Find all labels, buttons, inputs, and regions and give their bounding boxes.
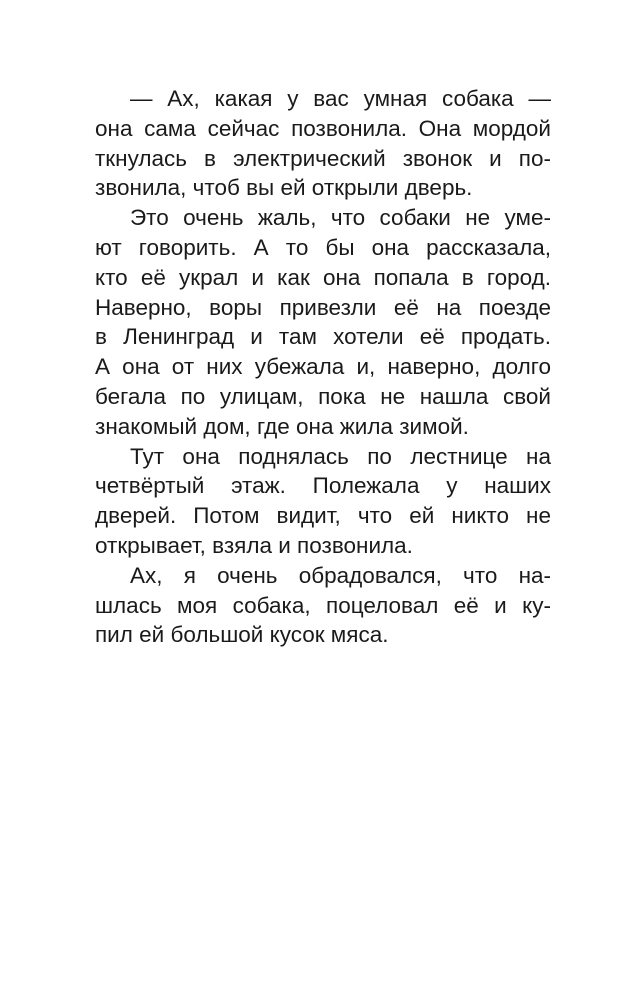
text-line: кто её украл и как она попала в город. xyxy=(95,264,551,290)
text-line: Тут она поднялась по лестнице на xyxy=(130,443,551,469)
text-line: А она от них убежала и, наверно, долго xyxy=(95,354,551,380)
paragraph-3 xyxy=(95,442,551,561)
text-line: Это очень жаль, что собаки не уме- xyxy=(130,205,551,231)
text-line: пил ей большой кусок мяса. xyxy=(95,622,389,648)
text-line: в Ленинград и там хотели её продать. xyxy=(95,324,551,350)
paragraph-2 xyxy=(95,203,551,441)
text-line: шлась моя собака, поцеловал её и ку- xyxy=(95,592,551,618)
paragraph-1 xyxy=(95,84,551,203)
text-line: бегала по улицам, пока не нашла свой xyxy=(95,383,551,409)
text-line: звонила, чтоб вы ей открыли дверь. xyxy=(95,175,473,201)
text-line: знакомый дом, где она жила зимой. xyxy=(95,413,469,439)
text-line: Наверно, воры привезли её на поезде xyxy=(95,294,551,320)
text-line: четвёртый этаж. Полежала у наших xyxy=(95,473,551,499)
text-line: — Ах, какая у вас умная собака — xyxy=(130,86,551,111)
text-line: она сама сейчас позвонила. Она мордой xyxy=(95,115,551,141)
paragraph-4 xyxy=(95,561,551,650)
text-line: ткнулась в электрический звонок и по- xyxy=(95,145,551,171)
text-line: дверей. Потом видит, что ей никто не xyxy=(95,503,551,529)
text-line: открывает, взяла и позвонила. xyxy=(95,532,413,558)
text-line: Ах, я очень обрадовался, что на- xyxy=(130,562,551,588)
text-line: ют говорить. А то бы она рассказала, xyxy=(95,234,551,260)
story-text xyxy=(95,84,551,650)
